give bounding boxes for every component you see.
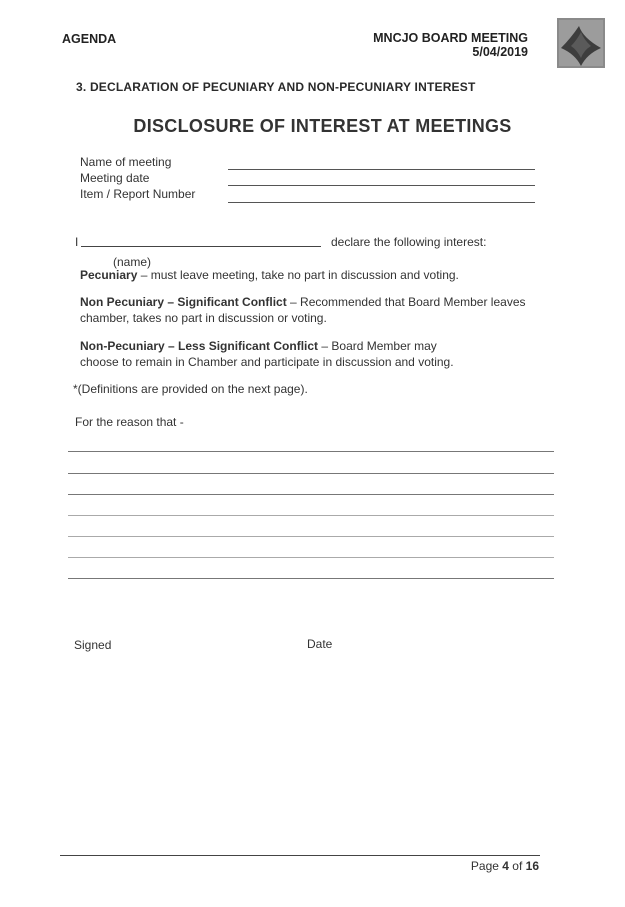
meeting-date-header: 5/04/2019	[472, 45, 528, 59]
reason-line-6[interactable]	[68, 557, 554, 558]
reason-line-3[interactable]	[68, 494, 554, 495]
name-line[interactable]	[81, 246, 321, 247]
reason-line-2[interactable]	[68, 473, 554, 474]
page-total: 16	[525, 859, 539, 873]
significant-text: – Recommended that Board Member leaves	[286, 295, 526, 309]
definitions-note: *(Definitions are provided on the next page).	[73, 382, 308, 396]
meeting-name-line[interactable]	[228, 169, 535, 170]
pecuniary-label: Pecuniary	[80, 268, 138, 282]
logo-icon	[557, 18, 605, 68]
reason-line-5[interactable]	[68, 536, 554, 537]
section-title: 3. DECLARATION OF PECUNIARY AND NON-PECUNIARY INTEREST	[76, 80, 476, 94]
declaration-suffix: declare the following interest:	[331, 235, 487, 249]
signed-label: Signed	[74, 638, 112, 652]
significant-text-2: chamber, takes no part in discussion or voting.	[80, 311, 327, 325]
page-indicator	[471, 858, 539, 874]
less-significant-text: – Board Member may	[318, 339, 437, 353]
less-significant-text-2: choose to remain in Chamber and participate in discussion and voting.	[80, 355, 454, 369]
reason-line-7[interactable]	[68, 578, 554, 579]
declaration-prefix: I	[75, 235, 79, 249]
significant-label: Non Pecuniary – Significant Conflict	[80, 295, 287, 309]
agenda-label: AGENDA	[62, 32, 117, 46]
meeting-date-label: Meeting date	[80, 171, 150, 185]
meeting-name-label: Name of meeting	[80, 155, 172, 169]
less-significant-label: Non-Pecuniary – Less Significant Conflict	[80, 339, 319, 353]
footer-rule	[60, 855, 540, 856]
form-title: DISCLOSURE OF INTEREST AT MEETINGS	[133, 116, 512, 136]
page-number: 4	[502, 859, 509, 873]
reason-line-4[interactable]	[68, 515, 554, 516]
item-number-line[interactable]	[228, 202, 535, 203]
less-significant-option	[80, 338, 454, 370]
name-hint: (name)	[113, 255, 152, 269]
pecuniary-option	[80, 267, 459, 283]
significant-option	[80, 294, 526, 326]
meeting-date-line[interactable]	[228, 185, 535, 186]
reason-line-1[interactable]	[68, 451, 554, 452]
reason-label: For the reason that -	[75, 415, 184, 429]
meeting-title: MNCJO BOARD MEETING	[373, 31, 528, 45]
page-prefix: Page	[470, 859, 503, 873]
page-of: of	[508, 859, 526, 873]
item-number-label: Item / Report Number	[80, 187, 196, 201]
date-label: Date	[307, 637, 333, 651]
pecuniary-text: – must leave meeting, take no part in discussion and voting.	[137, 268, 459, 282]
